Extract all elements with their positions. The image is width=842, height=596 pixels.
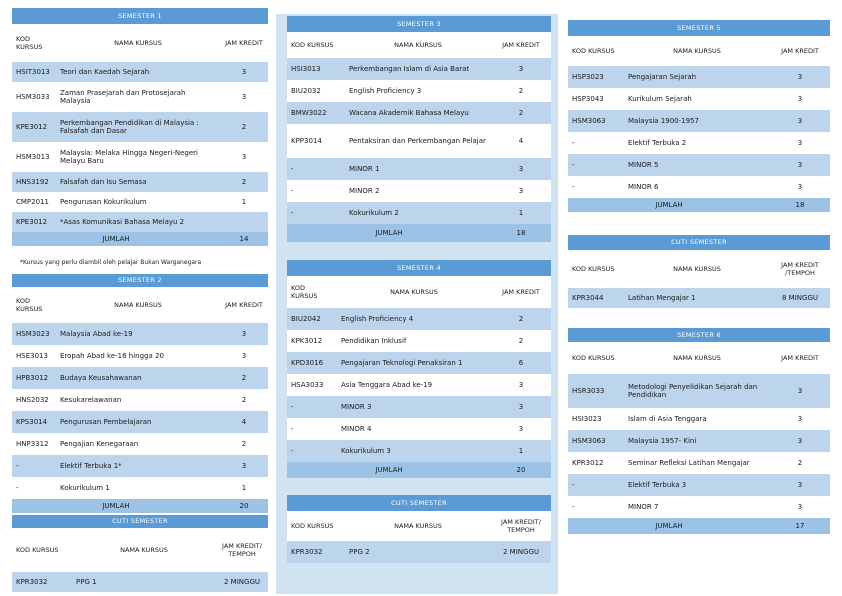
kod-cell: HSM3023 [16,330,50,338]
nama-cell: Pengurusan Pembelajaran [60,418,152,426]
header-nama: NAMA KURSUS [673,47,721,55]
header-jam: JAM KREDIT [502,41,540,49]
nama-cell: Elektif Terbuka 1* [60,462,122,470]
table-header [568,36,830,66]
table-row [287,396,551,418]
table-row [12,345,268,367]
table-row [287,374,551,396]
kod-cell: HSM3063 [572,117,606,125]
table-row [287,202,551,224]
table-row [287,440,551,462]
jam-cell: 2 [797,459,803,467]
kod-cell: - [291,209,294,217]
jumlah-row [287,224,551,242]
table-row [12,62,268,82]
jumlah-label: JUMLAH [375,229,403,237]
kod-cell: - [16,484,19,492]
kod-cell: HSM3013 [16,153,50,161]
jam-cell: 3 [241,153,247,161]
header-nama: NAMA KURSUS [673,354,721,362]
kod-cell: - [572,503,575,511]
jam-cell: 3 [797,139,803,147]
nama-cell: MINOR 3 [341,403,372,411]
nama-cell: Pengajaran Sejarah [628,73,697,81]
jam-cell: 2 [518,109,524,117]
jam-cell: 1 [241,484,247,492]
semester-3-rows [287,58,551,224]
header-nama: NAMA KURSUS [114,39,162,47]
jam-cell: 2 [518,337,524,345]
header-kod: KOD KURSUS [291,522,334,530]
table-row [568,474,830,496]
kod-cell: HNP3312 [16,440,49,448]
table-header [12,24,268,62]
nama-cell: MINOR 7 [628,503,659,511]
kod-cell: KPK3012 [291,337,323,345]
table-row [12,433,268,455]
semester-1-rows [12,62,268,232]
table-header [287,32,551,58]
kod-cell: BIU2042 [291,315,321,323]
jumlah-row [287,462,551,478]
nama-cell: Pengurusan Kokurikulum [60,198,147,206]
kod-cell: HSP3043 [572,95,604,103]
table-row [287,102,551,124]
header-jam: JAM KREDIT [781,47,819,55]
kod-cell: HSM3063 [572,437,606,445]
jam-cell: 3 [518,165,524,173]
kod-cell: - [572,139,575,147]
nama-cell: MINOR 1 [349,165,380,173]
semester-1-title: SEMESTER 1 [12,8,268,24]
table-row [12,411,268,433]
jam-cell: 3 [518,187,524,195]
header-nama: NAMA KURSUS [390,288,438,296]
cuti-2-rows [287,541,551,563]
header-kod: KOD KURSUS [572,265,615,273]
jumlah-value: 14 [239,235,249,243]
header-jam: JAM KREDIT /TEMPOH [781,261,819,277]
nama-cell: Eropah Abad ke-16 hingga 20 [60,352,164,360]
header-jam: JAM KREDIT/ TEMPOH [501,518,541,534]
header-jam: JAM KREDIT/ TEMPOH [222,542,262,558]
table-row [12,367,268,389]
cuti-semester-3-table [568,235,830,308]
kod-cell: KPS3014 [16,418,48,426]
nama-cell: Pentaksiran dan Perkembangan Pelajar [349,137,486,145]
table-row [12,455,268,477]
kod-cell: - [572,161,575,169]
nama-cell: Wacana Akademik Bahasa Melayu [349,109,469,117]
table-row [568,408,830,430]
header-nama: NAMA KURSUS [394,522,442,530]
table-row [568,132,830,154]
table-row [568,374,830,408]
kod-cell: HNS3192 [16,178,49,186]
cuti-1-title: CUTI SEMESTER [12,515,268,528]
jumlah-value: 18 [795,201,805,209]
nama-cell: Pengajian Kenegaraan [60,440,139,448]
jam-cell: 3 [518,65,524,73]
kod-cell: KPE3012 [16,218,48,226]
nama-cell: Perkembangan Pendidikan di Malaysia : Falsafah dan Dasar [60,119,199,135]
semester-4-title: SEMESTER 4 [287,260,551,276]
header-kod: KOD KURSUS [16,35,43,51]
kod-cell: BIU2032 [291,87,321,95]
header-jam: JAM KREDIT [502,288,540,296]
header-kod: KOD KURSUS [16,297,43,313]
nama-cell: Budaya Keusahawanan [60,374,142,382]
nama-cell: Falsafah dan Isu Semasa [60,178,147,186]
nama-cell: MINOR 4 [341,425,372,433]
jam-cell: 3 [797,117,803,125]
nama-cell: Pendidikan Inklusif [341,337,407,345]
semester-6-table [568,328,830,534]
nama-cell: Malaysia: Melaka Hingga Negeri-Negeri Melayu Baru [60,149,199,165]
jam-cell: 2 [241,374,247,382]
jam-cell: 2 MINGGU [224,578,260,586]
table-row [12,477,268,499]
table-row [12,192,268,212]
jam-cell: 3 [797,183,803,191]
jam-cell: 3 [797,95,803,103]
nama-cell: Kokurikulum 1 [60,484,110,492]
semester-2-title: SEMESTER 2 [12,274,268,287]
nama-cell: Elektif Terbuka 3 [628,481,687,489]
table-row [287,418,551,440]
jam-cell: 3 [241,93,247,101]
nama-cell: PPG 2 [349,548,370,556]
nama-cell: Kokurikulum 3 [341,447,391,455]
jumlah-label: JUMLAH [375,466,403,474]
header-kod: KOD KURSUS [291,41,334,49]
jam-cell: 3 [241,68,247,76]
jam-cell: 3 [797,481,803,489]
nama-cell: *Asas Komunikasi Bahasa Melayu 2 [60,218,185,226]
kod-cell: HPB3012 [16,374,49,382]
nama-cell: Kurikulum Sejarah [628,95,692,103]
jam-cell: 3 [518,425,524,433]
table-header [12,287,268,323]
table-row [287,124,551,158]
kod-cell: HSR3033 [572,387,605,395]
nama-cell: Kokurikulum 2 [349,209,399,217]
cuti-2-title: CUTI SEMESTER [287,495,551,511]
semester-2-rows [12,323,268,499]
nama-cell: MINOR 2 [349,187,380,195]
header-kod: KOD KURSUS [572,354,615,362]
jam-cell: 3 [241,462,247,470]
nama-cell: Islam di Asia Tenggara [628,415,707,423]
jam-cell: 1 [241,198,247,206]
semester-5-table [568,20,830,212]
jumlah-label: JUMLAH [655,201,683,209]
nama-cell: Metodologi Penyelidikan Sejarah dan Pendidikan [628,383,758,399]
kod-cell: KPP3014 [291,137,322,145]
kod-cell: KPR3044 [572,294,604,302]
nama-cell: MINOR 6 [628,183,659,191]
jam-cell: 3 [797,503,803,511]
kod-cell: CMP2011 [16,198,49,206]
table-row [12,323,268,345]
cuti-1-rows [12,572,268,592]
header-nama: NAMA KURSUS [120,546,168,554]
jam-cell: 3 [241,330,247,338]
header-jam: JAM KREDIT [225,301,263,309]
kod-cell: - [572,481,575,489]
jumlah-value: 20 [516,466,526,474]
semester-4-rows [287,308,551,462]
semester-3-title: SEMESTER 3 [287,16,551,32]
jumlah-value: 20 [239,502,249,510]
jam-cell: 3 [797,73,803,81]
kod-cell: - [291,447,294,455]
table-header [287,511,551,541]
jumlah-row [568,198,830,212]
table-row [12,112,268,142]
jam-cell: 4 [518,137,524,145]
table-row [12,82,268,112]
jumlah-value: 17 [795,522,805,530]
nama-cell: MINOR 5 [628,161,659,169]
kod-cell: HSM3033 [16,93,50,101]
jam-cell: 1 [518,209,524,217]
table-row [568,88,830,110]
nama-cell: Elektif Terbuka 2 [628,139,687,147]
table-row [287,180,551,202]
jam-cell: 2 MINGGU [503,548,539,556]
header-jam: JAM KREDIT [225,39,263,47]
cuti-semester-1-table [12,515,268,592]
header-jam: JAM KREDIT [781,354,819,362]
kod-cell: HSI3023 [572,415,602,423]
kod-cell: - [291,165,294,173]
jumlah-row [568,518,830,534]
semester-6-title: SEMESTER 6 [568,328,830,342]
jam-cell: 2 [241,123,247,131]
nama-cell: English Proficiency 4 [341,315,414,323]
nama-cell: Malaysia Abad ke-19 [60,330,133,338]
table-header [287,276,551,308]
nama-cell: Malaysia 1957- Kini [628,437,697,445]
jam-cell: 6 [518,359,524,367]
jumlah-label: JUMLAH [102,235,130,243]
nama-cell: Asia Tenggara Abad ke-19 [341,381,433,389]
table-row [568,154,830,176]
kod-cell: - [291,425,294,433]
jam-cell: 3 [797,437,803,445]
table-row [568,496,830,518]
jam-cell: 3 [797,161,803,169]
table-row [287,541,551,563]
semester-4-table [287,260,551,478]
semester-2-table [12,274,268,513]
jam-cell: 2 [518,87,524,95]
table-row [568,430,830,452]
jumlah-label: JUMLAH [102,502,130,510]
semester-5-rows [568,66,830,198]
cuti-3-rows [568,288,830,308]
kod-cell: KPR3012 [572,459,604,467]
table-row [12,389,268,411]
table-row [568,110,830,132]
table-row [12,172,268,192]
nama-cell: Teori dan Kaedah Sejarah [60,68,150,76]
kod-cell: HSP3023 [572,73,604,81]
nama-cell: Latihan Mengajar 1 [628,294,696,302]
nama-cell: Kesukarelawanan [60,396,122,404]
jam-cell: 2 [241,396,247,404]
table-header [12,528,268,572]
table-row [287,158,551,180]
kod-cell: KPR3032 [291,548,323,556]
table-row [568,452,830,474]
kod-cell: HSE3013 [16,352,48,360]
semester-6-rows [568,374,830,518]
table-row [287,330,551,352]
table-header [568,250,830,288]
table-row [568,66,830,88]
table-row [287,352,551,374]
table-row [12,572,268,592]
jam-cell: 3 [797,415,803,423]
kod-cell: - [572,183,575,191]
jam-cell: 2 [241,440,247,448]
jam-cell: 8 MINGGU [782,294,818,302]
jam-cell: 2 [518,315,524,323]
kod-cell: HSIT3013 [16,68,50,76]
jumlah-row [12,499,268,513]
nama-cell: Malaysia 1900-1957 [628,117,699,125]
kod-cell: BMW3022 [291,109,327,117]
kod-cell: - [291,403,294,411]
semester-1-table [12,8,268,246]
jam-cell: 1 [518,447,524,455]
header-nama: NAMA KURSUS [394,41,442,49]
header-kod: KOD KURSUS [572,47,615,55]
header-kod: KOD KURSUS [291,284,318,300]
semester-3-table [287,16,551,242]
jam-cell: 3 [518,381,524,389]
kod-cell: HSA3033 [291,381,324,389]
table-row [568,176,830,198]
table-row [287,58,551,80]
nama-cell: English Proficiency 3 [349,87,422,95]
jam-cell: 2 [241,178,247,186]
jam-cell: 3 [797,387,803,395]
cuti-3-title: CUTI SEMESTER [568,235,830,250]
jam-cell: 4 [241,418,247,426]
cuti-semester-2-table [287,495,551,563]
kod-cell: HNS2032 [16,396,49,404]
table-row [12,212,268,232]
nama-cell: Zaman Prasejarah dan Protosejarah Malaysia [60,89,186,105]
jumlah-value: 18 [516,229,526,237]
kod-cell: HSI3013 [291,65,321,73]
table-row [568,288,830,308]
header-nama: NAMA KURSUS [673,265,721,273]
footnote: *Kursus yang perlu diambil oleh pelajar Bukan Warganegara [20,259,202,266]
kod-cell: - [16,462,19,470]
table-row [287,80,551,102]
table-row [12,142,268,172]
kod-cell: KPE3012 [16,123,48,131]
jam-cell: 3 [241,352,247,360]
table-header [568,342,830,374]
header-nama: NAMA KURSUS [114,301,162,309]
nama-cell: Pengajaran Teknologi Penaksiran 1 [341,359,463,367]
header-kod: KOD KURSUS [16,546,59,554]
nama-cell: PPG 1 [76,578,97,586]
kod-cell: - [291,187,294,195]
nama-cell: Seminar Refleksi Latihan Mengajar [628,459,750,467]
kod-cell: KPR3032 [16,578,48,586]
jumlah-row [12,232,268,246]
jumlah-label: JUMLAH [655,522,683,530]
kod-cell: KPD3016 [291,359,324,367]
table-row [287,308,551,330]
semester-5-title: SEMESTER 5 [568,20,830,36]
nama-cell: Perkembangan Islam di Asia Barat [349,65,470,73]
jam-cell: 3 [518,403,524,411]
